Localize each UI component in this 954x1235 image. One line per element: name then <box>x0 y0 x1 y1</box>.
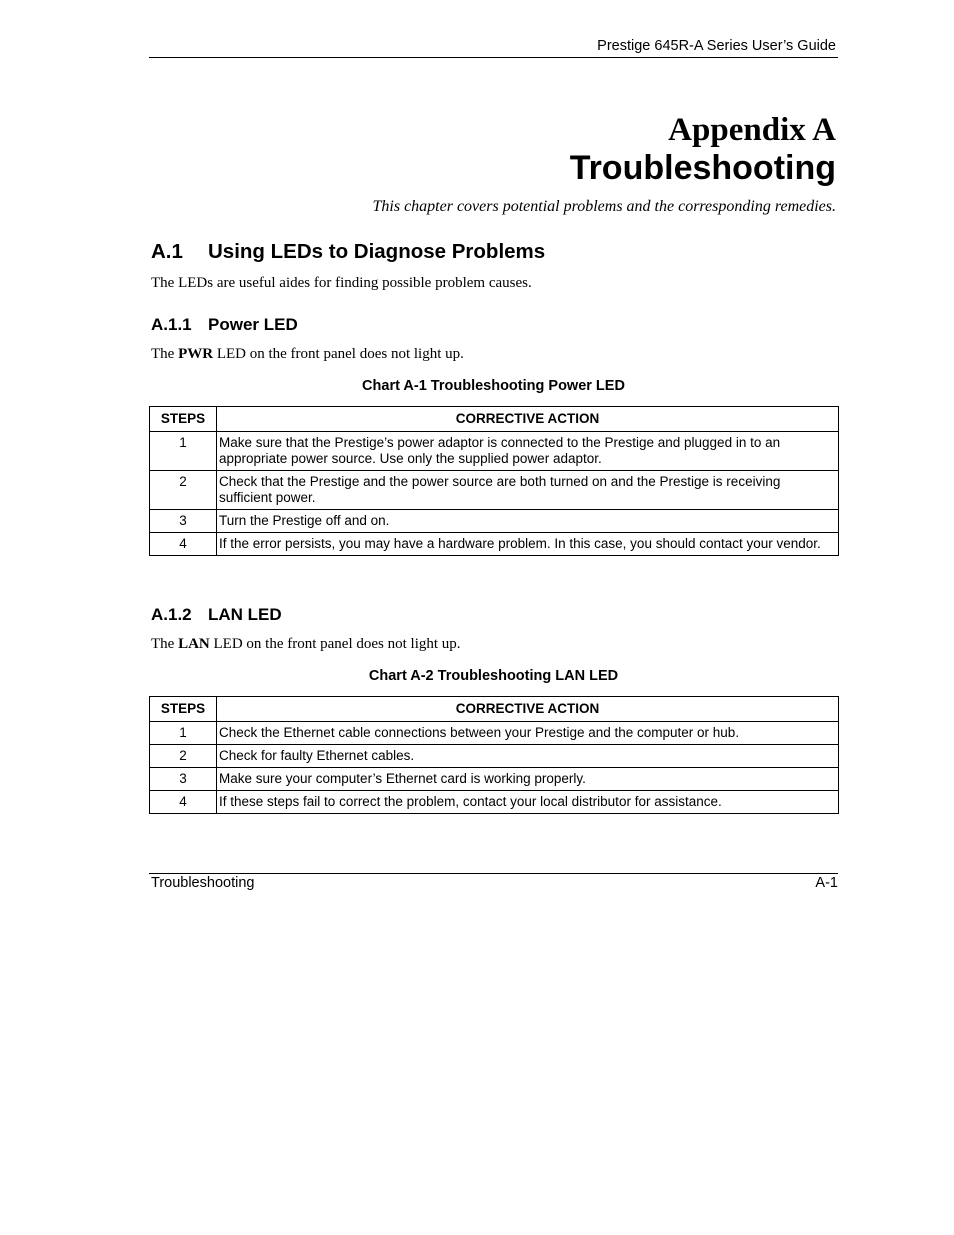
section-title: Power LED <box>208 315 298 334</box>
section-number: A.1.1 <box>151 315 192 334</box>
table-row <box>150 432 839 471</box>
column-header-action: CORRECTIVE ACTION <box>217 697 839 722</box>
chart-caption-a2: Chart A-2 Troubleshooting LAN LED <box>368 668 619 684</box>
table-row <box>150 745 839 768</box>
body-bold-term: PWR <box>178 346 214 362</box>
table-header-row <box>150 407 839 432</box>
table-row <box>150 722 839 745</box>
footer-page-number: A-1 <box>815 875 838 891</box>
action-cell: Make sure your computer’s Ethernet card is working properly. <box>217 768 839 791</box>
body-bold-term: LAN <box>178 636 210 652</box>
running-header: Prestige 645R-A Series User’s Guide <box>597 38 836 54</box>
step-cell: 1 <box>150 722 217 745</box>
step-cell: 1 <box>150 432 217 471</box>
step-cell: 3 <box>150 768 217 791</box>
lan-led-table <box>149 696 839 814</box>
section-a11-body <box>151 346 464 363</box>
section-heading-a1 <box>151 240 545 264</box>
action-cell: Check for faulty Ethernet cables. <box>217 745 839 768</box>
section-number: A.1.2 <box>151 605 192 624</box>
power-led-table <box>149 406 839 556</box>
chapter-intro: This chapter covers potential problems and the corresponding remedies. <box>372 198 836 215</box>
body-text: The <box>151 346 179 362</box>
step-cell: 3 <box>150 510 217 533</box>
footer-section-name: Troubleshooting <box>151 875 255 891</box>
table-row <box>150 768 839 791</box>
table-row <box>150 471 839 510</box>
column-header-steps: STEPS <box>150 697 217 722</box>
chapter-title: Troubleshooting <box>569 149 836 187</box>
section-a1-body: The LEDs are useful aides for finding possible problem causes. <box>151 275 532 291</box>
header-divider <box>149 57 838 58</box>
action-cell: If the error persists, you may have a hardware problem. In this case, you should contact your vendor. <box>217 533 839 556</box>
table-row <box>150 510 839 533</box>
column-header-action: CORRECTIVE ACTION <box>217 407 839 432</box>
table-row <box>150 791 839 814</box>
step-cell: 2 <box>150 471 217 510</box>
section-a12-body <box>151 636 461 653</box>
column-header-steps: STEPS <box>150 407 217 432</box>
section-heading-a11 <box>151 315 298 335</box>
table-header-row <box>150 697 839 722</box>
table-row <box>150 533 839 556</box>
action-cell: If these steps fail to correct the problem, contact your local distributor for assistance. <box>217 791 839 814</box>
section-number: A.1 <box>151 240 183 263</box>
section-heading-a12 <box>151 605 282 625</box>
action-cell: Turn the Prestige off and on. <box>217 510 839 533</box>
chart-caption-a1: Chart A-1 Troubleshooting Power LED <box>362 378 625 394</box>
action-cell: Check the Ethernet cable connections between your Prestige and the computer or hub. <box>217 722 839 745</box>
step-cell: 4 <box>150 791 217 814</box>
body-text: LED on the front panel does not light up. <box>213 346 464 362</box>
step-cell: 4 <box>150 533 217 556</box>
appendix-label: Appendix A <box>668 112 836 148</box>
body-text: LED on the front panel does not light up. <box>209 636 461 652</box>
section-title: Using LEDs to Diagnose Problems <box>208 240 546 263</box>
step-cell: 2 <box>150 745 217 768</box>
footer-divider <box>149 873 838 874</box>
action-cell: Check that the Prestige and the power source are both turned on and the Prestige is receiving sufficient power. <box>217 471 839 510</box>
body-text: The <box>151 636 179 652</box>
action-cell: Make sure that the Prestige’s power adaptor is connected to the Prestige and plugged in to an appropriate power source. Use only the supplied power adaptor. <box>217 432 839 471</box>
section-title: LAN LED <box>208 605 282 624</box>
